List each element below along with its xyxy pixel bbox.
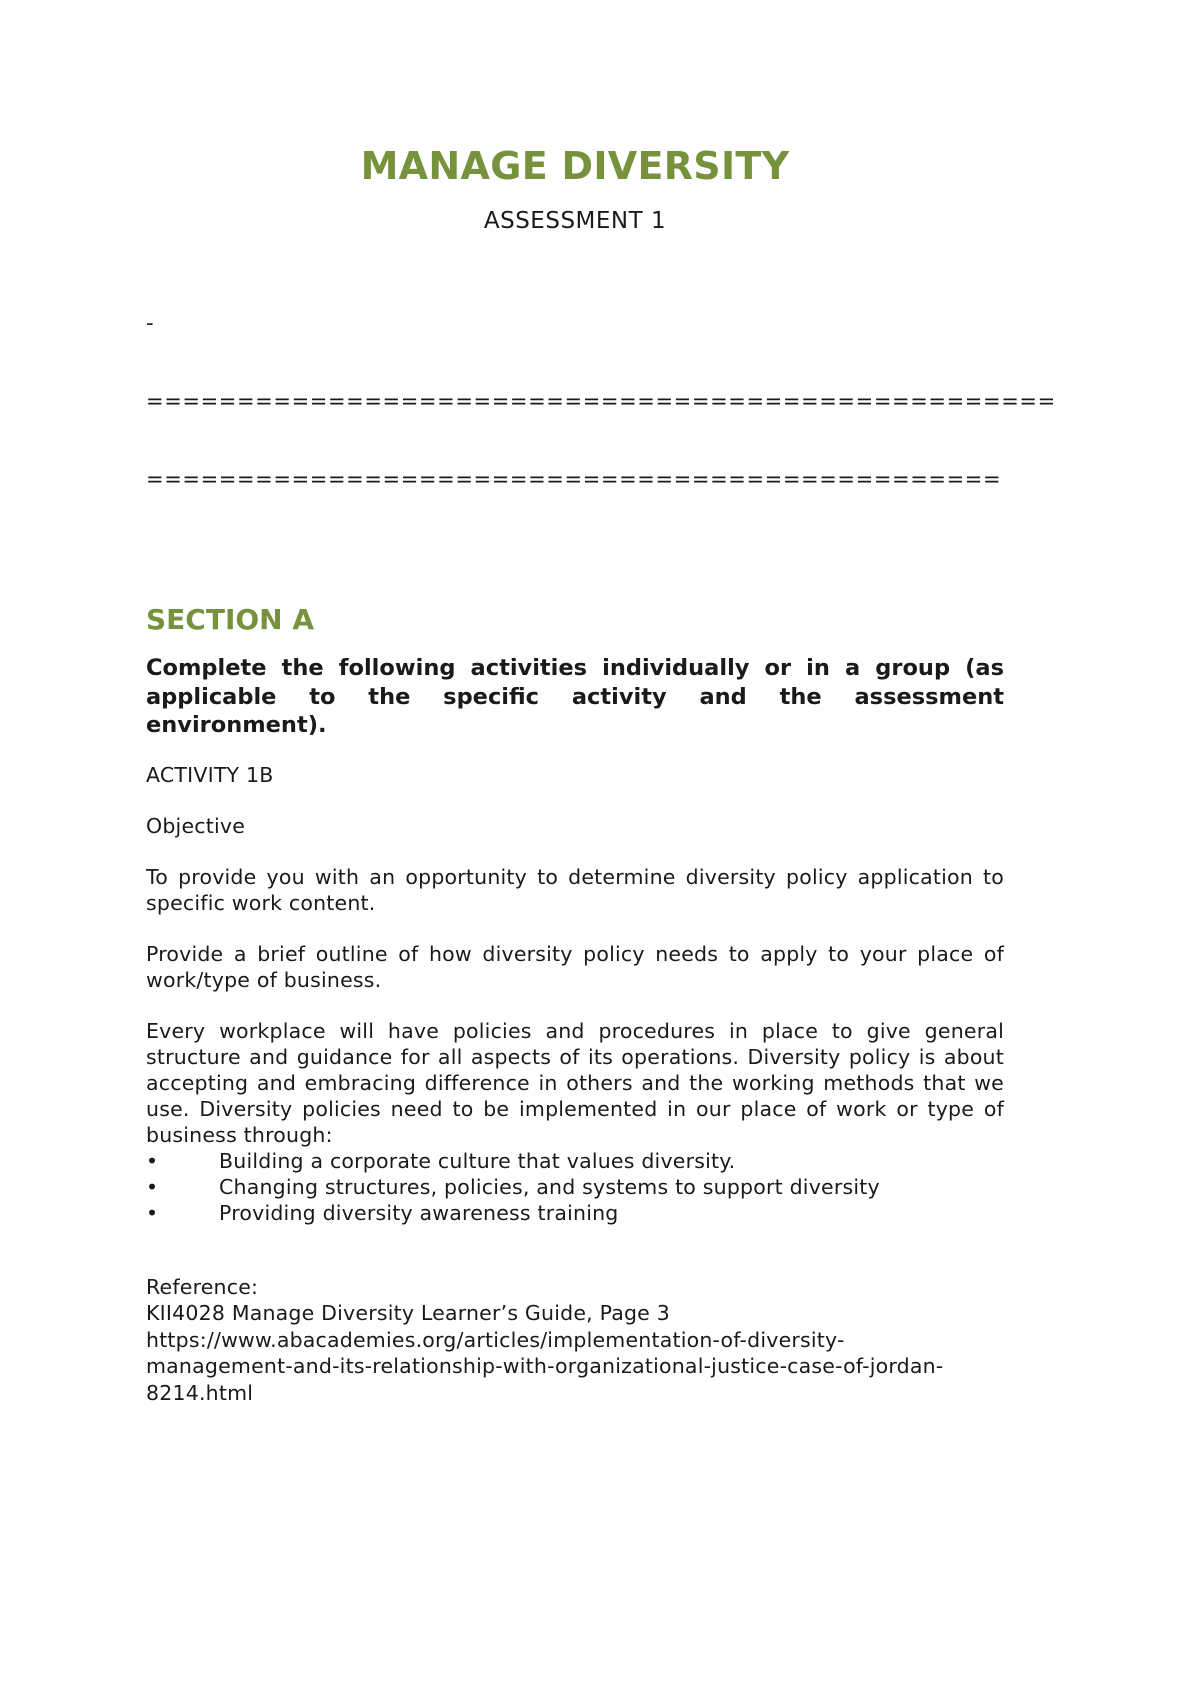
bullet-text: Providing diversity awareness training	[219, 1200, 619, 1225]
separator-line-1: ==================================================	[146, 389, 1056, 413]
list-item	[146, 1148, 1004, 1174]
reference-block	[146, 1274, 1004, 1407]
bullet-icon: •	[146, 1174, 159, 1199]
answer-paragraph: Every workplace will have policies and procedures in place to give general structure and guidance for all aspects of its operations. Diversity policy is about accepting and embracing difference in others and the working methods that we use. Diversity policies need to be implemented in our place of work or type of business through:	[146, 1018, 1004, 1147]
answer-bullet-list	[146, 1148, 1004, 1226]
separator-dash: -	[146, 311, 155, 335]
bullet-text: Changing structures, policies, and systems to support diversity	[219, 1174, 880, 1199]
separator-line-2: ===============================================	[146, 467, 1002, 491]
activity-label: ACTIVITY 1B	[146, 762, 274, 787]
list-item	[146, 1174, 1004, 1200]
list-item	[146, 1200, 1004, 1226]
reference-label: Reference:	[146, 1274, 259, 1299]
section-heading: SECTION A	[146, 603, 315, 636]
bullet-text: Building a corporate culture that values diversity.	[219, 1148, 736, 1173]
reference-url-line-2[interactable]: management-and-its-relationship-with-organizational-justice-case-of-jordan-	[146, 1354, 944, 1378]
document-title: MANAGE DIVERSITY	[360, 144, 790, 188]
bullet-icon: •	[146, 1148, 159, 1173]
section-instructions: Complete the following activities individually or in a group (as applicable to the specific activity and the assessment environment).	[146, 655, 1004, 738]
document-subtitle: ASSESSMENT 1	[483, 208, 667, 234]
objective-label: Objective	[146, 813, 246, 838]
bullet-icon: •	[146, 1200, 159, 1225]
separator-block	[146, 258, 1056, 544]
reference-url-line-1[interactable]: https://www.abacademies.org/articles/implementation-of-diversity-	[146, 1327, 845, 1352]
page-content	[146, 140, 1056, 1406]
objective-text: To provide you with an opportunity to determine diversity policy application to specific work content.	[146, 864, 1004, 915]
reference-url-line-3[interactable]: 8214.html	[146, 1380, 254, 1405]
activity-prompt: Provide a brief outline of how diversity policy needs to apply to your place of work/type of business.	[146, 941, 1004, 992]
reference-source: KII4028 Manage Diversity Learner’s Guide, Page 3	[146, 1301, 670, 1325]
